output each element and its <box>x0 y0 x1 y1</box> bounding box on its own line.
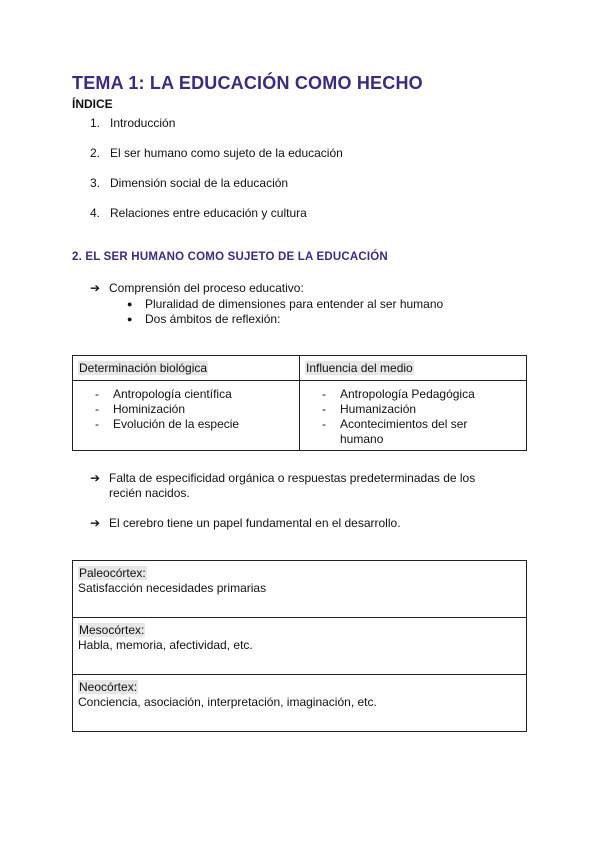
header-environment: Influencia del medio <box>306 361 413 375</box>
dash-list <box>73 387 299 432</box>
toc-number: 4. <box>90 206 101 220</box>
dash-icon: - <box>322 387 326 401</box>
bullet-point <box>127 297 443 311</box>
bullet-icon: ● <box>127 314 133 324</box>
page-title: TEMA 1: LA EDUCACIÓN COMO HECHO <box>72 73 423 93</box>
cortex-label: Neocórtex: <box>79 680 138 694</box>
cortex-label: Mesocórtex: <box>79 623 145 637</box>
table-header-cell <box>300 356 527 381</box>
table-row <box>73 561 527 618</box>
list-item <box>300 402 526 417</box>
cortex-description: Habla, memoria, afectividad, etc. <box>78 638 253 652</box>
dash-icon: - <box>95 402 99 416</box>
toc-number: 1. <box>90 116 101 130</box>
index-heading: ÍNDICE <box>72 97 113 111</box>
list-item-text: Antropología Pedagógica <box>340 387 475 401</box>
toc-text: Relaciones entre educación y cultura <box>110 206 307 220</box>
point-text: Falta de especificidad orgánica o respuestas predeterminadas de los <box>109 471 476 485</box>
table-row <box>73 675 527 732</box>
arrow-icon: ➔ <box>90 281 101 295</box>
arrow-point <box>90 516 401 530</box>
table-cell <box>73 561 527 618</box>
dash-list <box>300 387 526 447</box>
point-text: Comprensión del proceso educativo: <box>109 281 304 295</box>
list-item-text: Humanización <box>340 402 417 416</box>
arrow-icon: ➔ <box>90 516 101 530</box>
header-biological: Determinación biológica <box>79 361 208 375</box>
toc-number: 3. <box>90 176 101 190</box>
arrow-point <box>90 281 304 295</box>
dash-icon: - <box>322 417 326 431</box>
point-text: Dos ámbitos de reflexión: <box>145 312 281 326</box>
toc-text: El ser humano como sujeto de la educación <box>110 146 343 160</box>
list-item <box>73 387 299 402</box>
point-text: El cerebro tiene un papel fundamental en el desarrollo. <box>109 516 401 530</box>
toc-text: Introducción <box>110 116 176 130</box>
arrow-point <box>90 471 475 485</box>
cortex-description: Satisfacción necesidades primarias <box>78 581 267 595</box>
bullet-point <box>127 312 280 326</box>
bullet-icon: ● <box>127 299 133 309</box>
list-item-text: Acontecimientos del ser humano <box>340 417 468 446</box>
table-cell <box>73 381 300 451</box>
list-item <box>73 402 299 417</box>
toc-item <box>90 176 288 190</box>
table-header-cell <box>73 356 300 381</box>
comparison-table <box>72 355 527 451</box>
point-text-continuation: recién nacidos. <box>109 486 190 500</box>
toc-item <box>90 206 307 220</box>
dash-icon: - <box>95 387 99 401</box>
point-text: Pluralidad de dimensiones para entender al ser humano <box>145 297 444 311</box>
cortex-description: Conciencia, asociación, interpretación, imaginación, etc. <box>78 695 377 709</box>
arrow-icon: ➔ <box>90 471 101 485</box>
list-item-text: Evolución de la especie <box>113 417 240 431</box>
list-item-text: Hominización <box>113 402 186 416</box>
toc-number: 2. <box>90 146 101 160</box>
cortex-label: Paleocórtex: <box>79 566 146 580</box>
table-cell <box>73 618 527 675</box>
dash-icon: - <box>322 402 326 416</box>
table-cell <box>300 381 527 451</box>
toc-item <box>90 116 175 130</box>
section-heading: 2. EL SER HUMANO COMO SUJETO DE LA EDUCACIÓN <box>72 251 388 263</box>
table-cell <box>73 675 527 732</box>
list-item <box>300 387 526 402</box>
brain-table <box>72 560 527 732</box>
list-item-text: Antropología científica <box>113 387 232 401</box>
list-item <box>300 417 526 447</box>
toc-item <box>90 146 343 160</box>
list-item <box>73 417 299 432</box>
toc-text: Dimensión social de la educación <box>110 176 289 190</box>
table-row <box>73 618 527 675</box>
dash-icon: - <box>95 417 99 431</box>
